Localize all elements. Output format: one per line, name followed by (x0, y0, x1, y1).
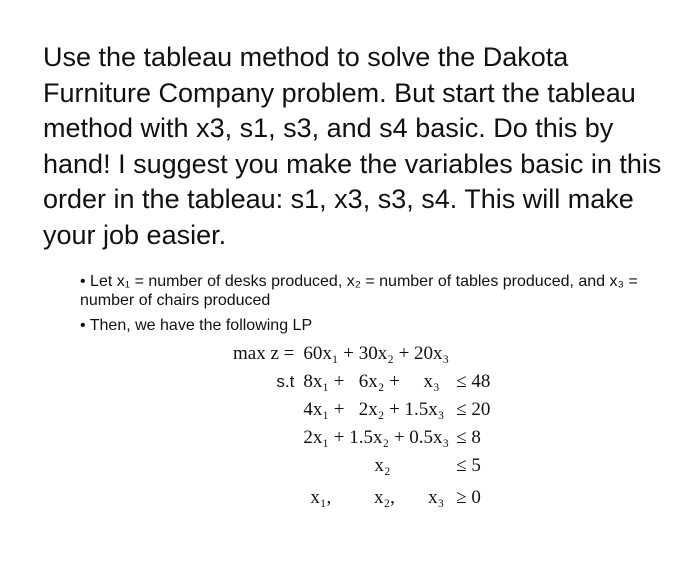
bullet-text: • Then, we have the following LP (80, 317, 313, 334)
constraint-expression: 2x₁ + 1.5x₂ + 0.5x₃ (303, 427, 450, 448)
nonnegativity-rhs: ≥ 0 (456, 487, 481, 508)
lp-table (230, 340, 493, 516)
constraint-row (230, 396, 493, 424)
constraint-row (230, 424, 493, 452)
subject-to-label: s.t (276, 372, 295, 391)
question-text: Use the tableau method to solve the Dakota Furniture Company problem. But start the tableau method with x3, s1, s3, and s4 basic. Do this by hand! I suggest you make the variables basic in this order in the tableau: s1, x3, s3, s4. This will make your job easier. (43, 42, 662, 250)
constraint-expression: x₂ (374, 455, 391, 476)
constraint-expression: 4x₁ + 2x₂ + 1.5x₃ (303, 399, 445, 420)
constraint-rhs: ≤ 20 (456, 399, 491, 420)
nonnegativity-expression: x₁, x₂, x₃ (310, 487, 445, 508)
slide-bullet-list (62, 272, 682, 341)
nonnegativity-row (230, 480, 493, 516)
constraint-rhs: ≤ 8 (456, 427, 481, 448)
bullet-text: • Let x₁ = number of desks produced, x₂ = number of tables produced, and x₃ = number of chairs produced (80, 273, 638, 309)
objective-row (230, 340, 493, 368)
constraint-row (230, 452, 493, 480)
objective-label: max z = (233, 343, 295, 364)
constraint-expression: 8x₁ + 6x₂ + x₃ (303, 371, 440, 392)
constraint-rhs: ≤ 5 (456, 455, 481, 476)
objective-rhs (452, 340, 493, 368)
bullet-lp-intro (62, 316, 682, 335)
constraint-rhs: ≤ 48 (456, 371, 491, 392)
bullet-variable-definitions (62, 272, 682, 310)
objective-expression: 60x₁ + 30x₂ + 20x₃ (303, 343, 450, 364)
lp-formulation (230, 340, 493, 516)
constraint-row (230, 368, 493, 396)
